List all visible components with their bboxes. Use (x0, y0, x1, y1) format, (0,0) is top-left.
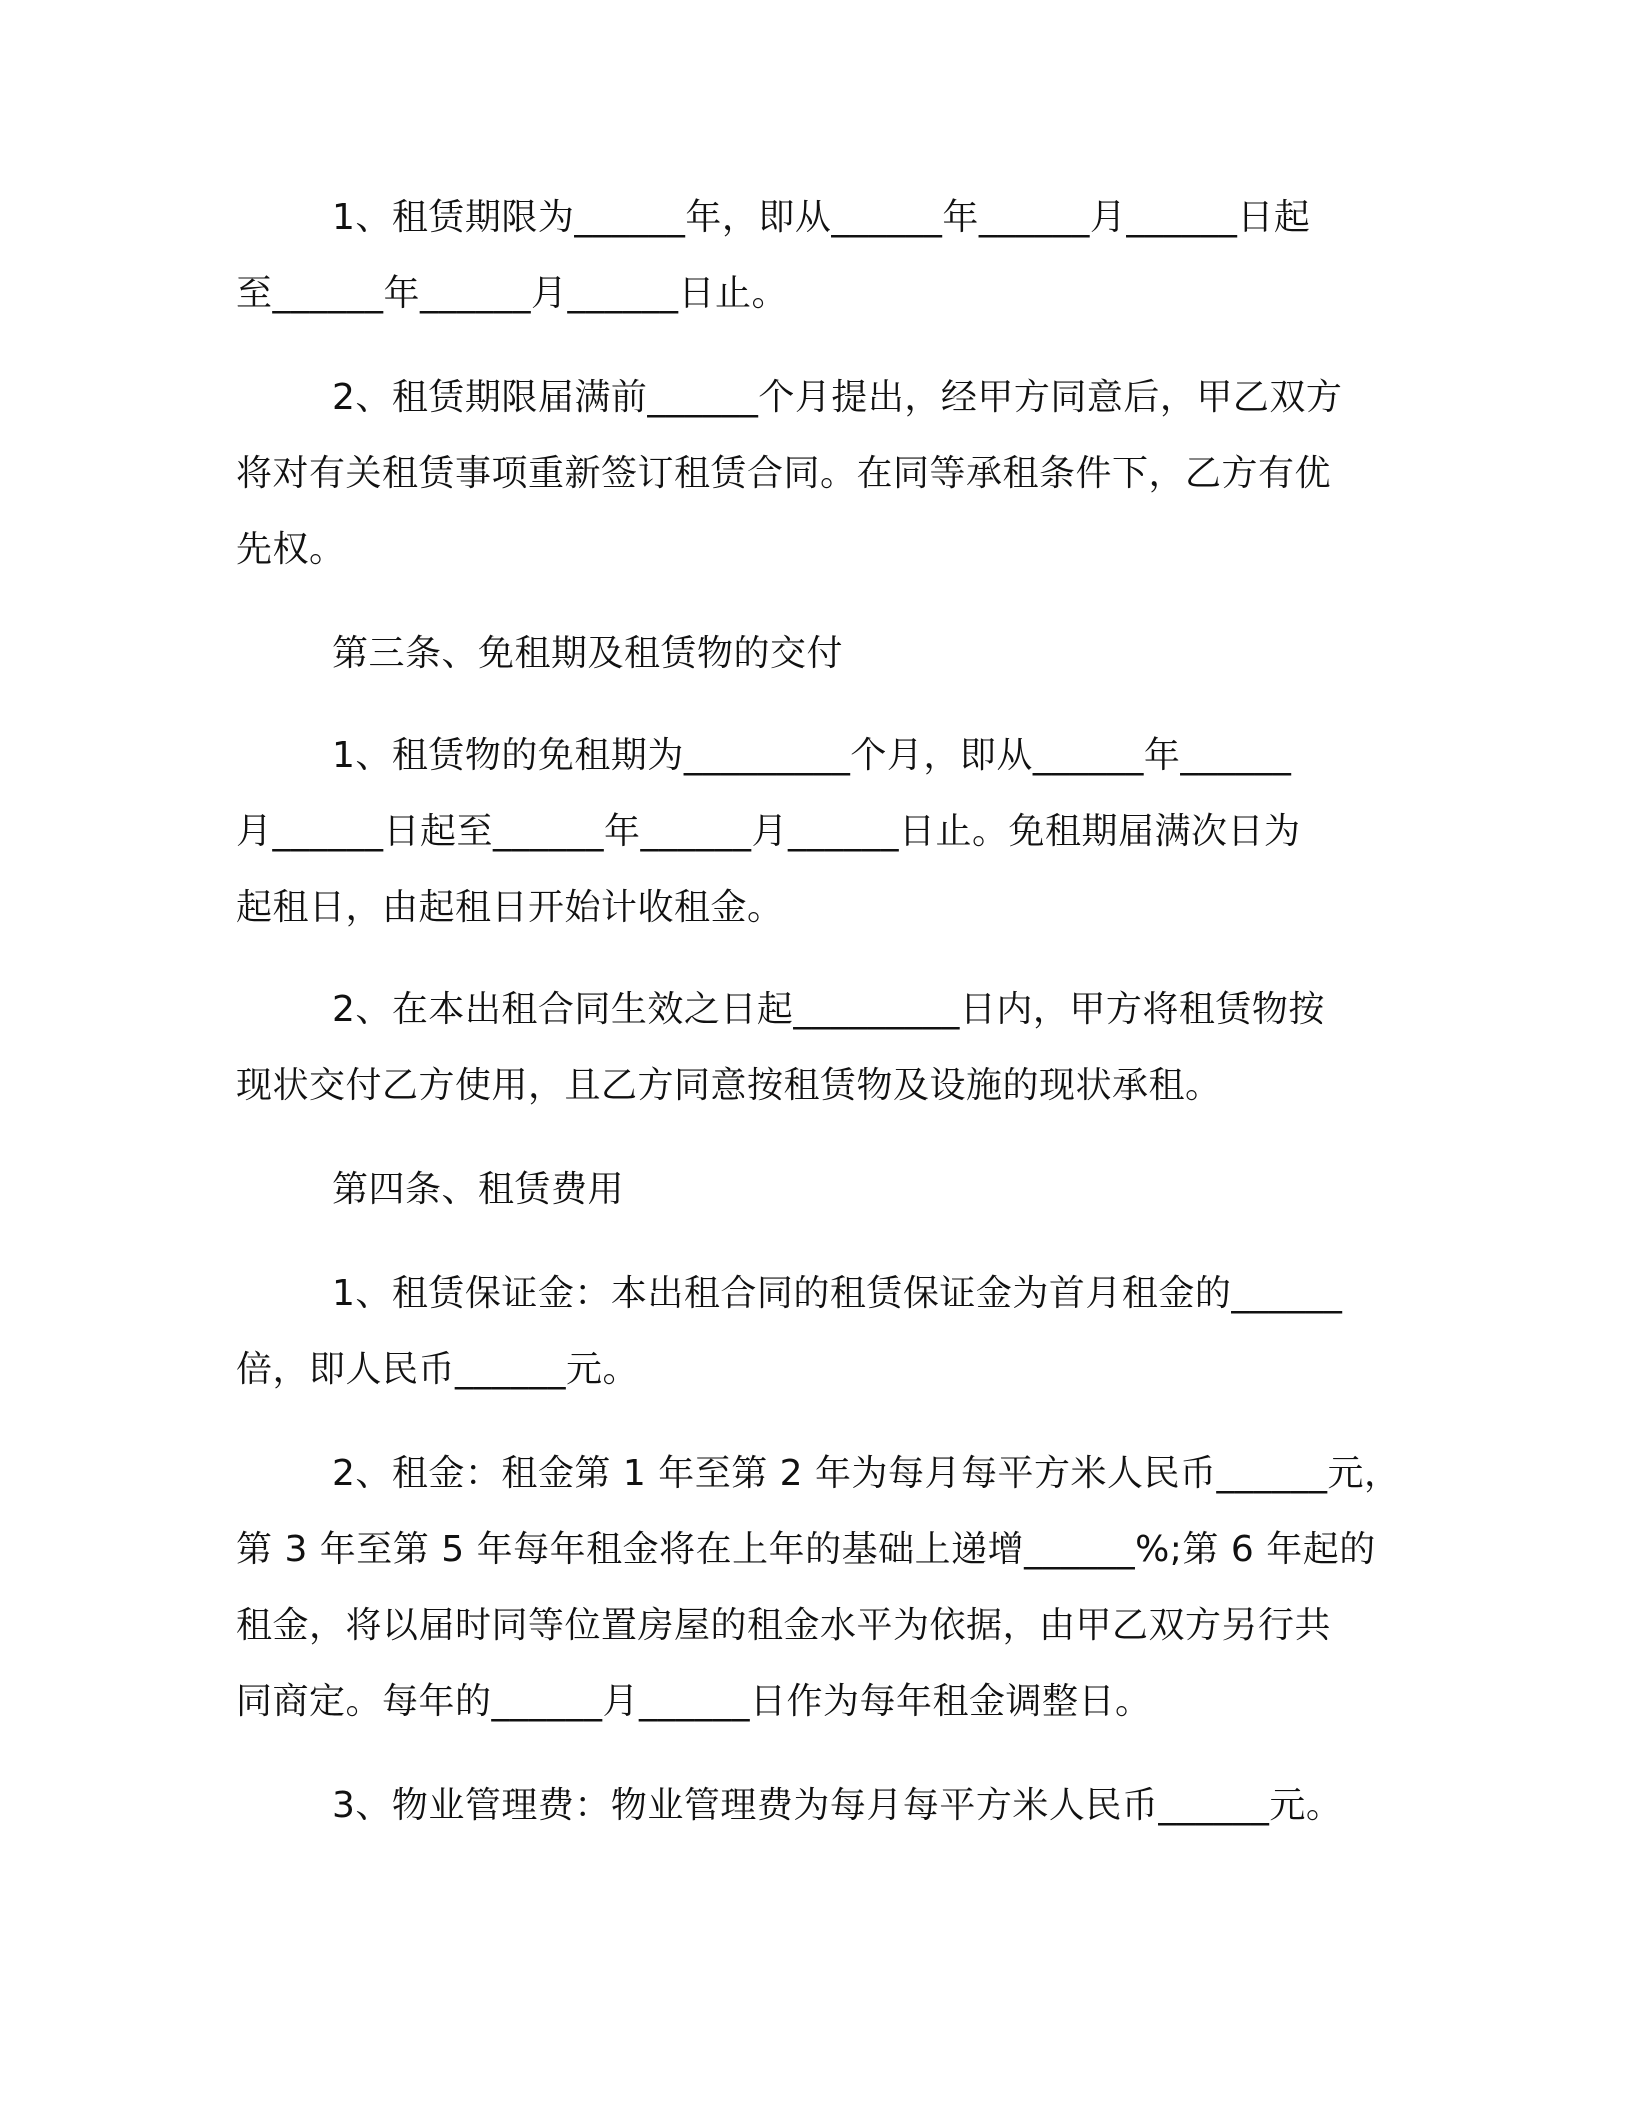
article-3-heading (236, 616, 1416, 692)
text-line: 2、租赁期限届满前______个月提出，经甲方同意后，甲乙双方 (332, 377, 1343, 418)
clause-term-1 (236, 180, 1416, 332)
text-line: 2、在本出租合同生效之日起_________日内，甲方将租赁物按 (332, 989, 1325, 1030)
clause-rent-2 (236, 1436, 1416, 1740)
text-line: 现状交付乙方使用，且乙方同意按租赁物及设施的现状承租。 (236, 1065, 1222, 1106)
clause-delivery-2 (236, 972, 1416, 1124)
text-line: 将对有关租赁事项重新签订租赁合同。在同等承租条件下，乙方有优 (236, 453, 1332, 494)
section-heading: 第三条、免租期及租赁物的交付 (332, 633, 844, 674)
clause-deposit-1 (236, 1256, 1416, 1408)
text-line: 倍，即人民币______元。 (236, 1349, 640, 1390)
text-line: 至______年______月______日止。 (236, 273, 789, 314)
clause-term-2 (236, 360, 1416, 588)
text-line: 起租日，由起租日开始计收租金。 (236, 887, 784, 928)
clause-property-fee-3 (236, 1768, 1416, 1844)
article-4-heading (236, 1152, 1416, 1228)
text-line: 月______日起至______年______月______日止。免租期届满次日为 (236, 811, 1301, 852)
text-line: 2、租金：租金第 1 年至第 2 年为每月每平方米人民币______元， (332, 1453, 1401, 1494)
text-line: 租金，将以届时同等位置房屋的租金水平为依据，由甲乙双方另行共 (236, 1605, 1332, 1646)
clause-rent-free-1 (236, 718, 1416, 946)
text-line: 先权。 (236, 529, 346, 570)
text-line: 1、租赁期限为______年，即从______年______月______日起 (332, 197, 1311, 238)
text-line: 1、租赁保证金：本出租合同的租赁保证金为首月租金的______ (332, 1273, 1343, 1314)
text-line: 同商定。每年的______月______日作为每年租金调整日。 (236, 1681, 1152, 1722)
text-line: 第 3 年至第 5 年每年租金将在上年的基础上递增______%;第 6 年起的 (236, 1529, 1376, 1570)
section-heading: 第四条、租赁费用 (332, 1169, 625, 1210)
text-line: 1、租赁物的免租期为_________个月，即从______年______ (332, 735, 1292, 776)
text-line: 3、物业管理费：物业管理费为每月每平方米人民币______元。 (332, 1785, 1343, 1826)
